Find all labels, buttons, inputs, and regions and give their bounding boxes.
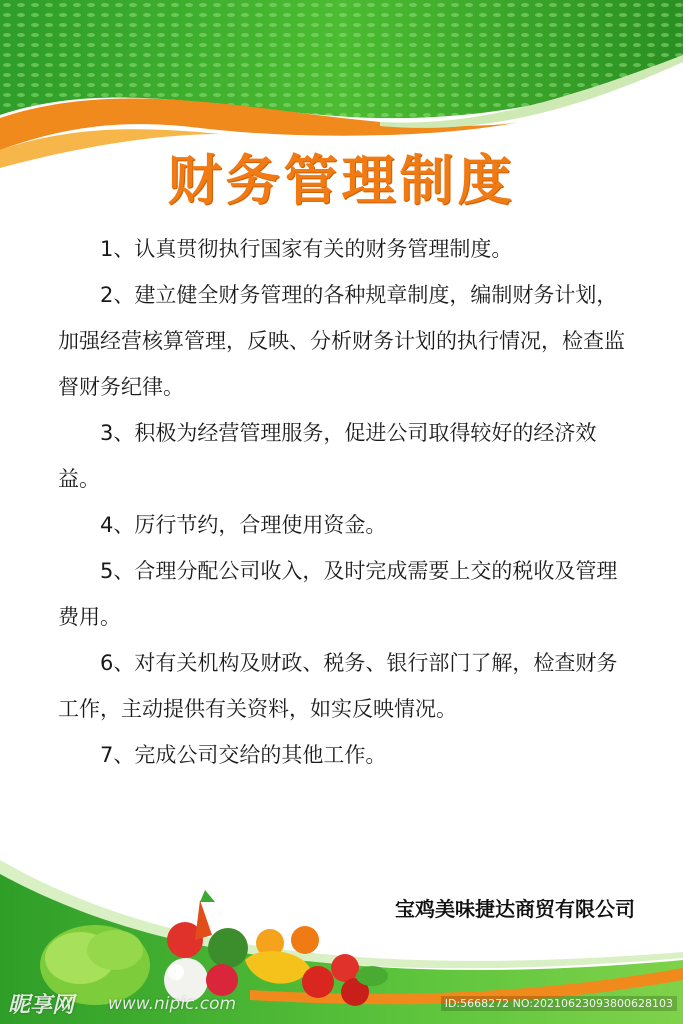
watermark-id: ID:5668272 NO:20210623093800628103 xyxy=(441,996,677,1011)
page-title: 财务管理制度 xyxy=(167,149,516,212)
regulation-item: 3、积极为经营管理服务，促进公司取得较好的经济效益。 xyxy=(58,421,597,491)
regulation-item: 6、对有关机构及财政、税务、银行部门了解，检查财务工作，主动提供有关资料，如实反映情况。 xyxy=(58,651,618,721)
regulation-item: 7、完成公司交给的其他工作。 xyxy=(100,743,387,767)
company-name: 宝鸡美味捷达商贸有限公司 xyxy=(395,897,635,921)
regulation-item: 2、建立健全财务管理的各种规章制度，编制财务计划，加强经营核算管理，反映、分析财务计划的执行情况，检查监督财务纪律。 xyxy=(58,283,625,399)
watermark-url: www.nipic.com xyxy=(108,994,237,1014)
regulation-item: 5、合理分配公司收入，及时完成需要上交的税收及管理费用。 xyxy=(58,559,618,629)
regulation-item: 1、认真贯彻执行国家有关的财务管理制度。 xyxy=(100,237,513,261)
regulation-list xyxy=(58,226,638,778)
watermark-logo: 昵享网 xyxy=(8,993,75,1018)
regulation-item: 4、厉行节约，合理使用资金。 xyxy=(100,513,387,537)
